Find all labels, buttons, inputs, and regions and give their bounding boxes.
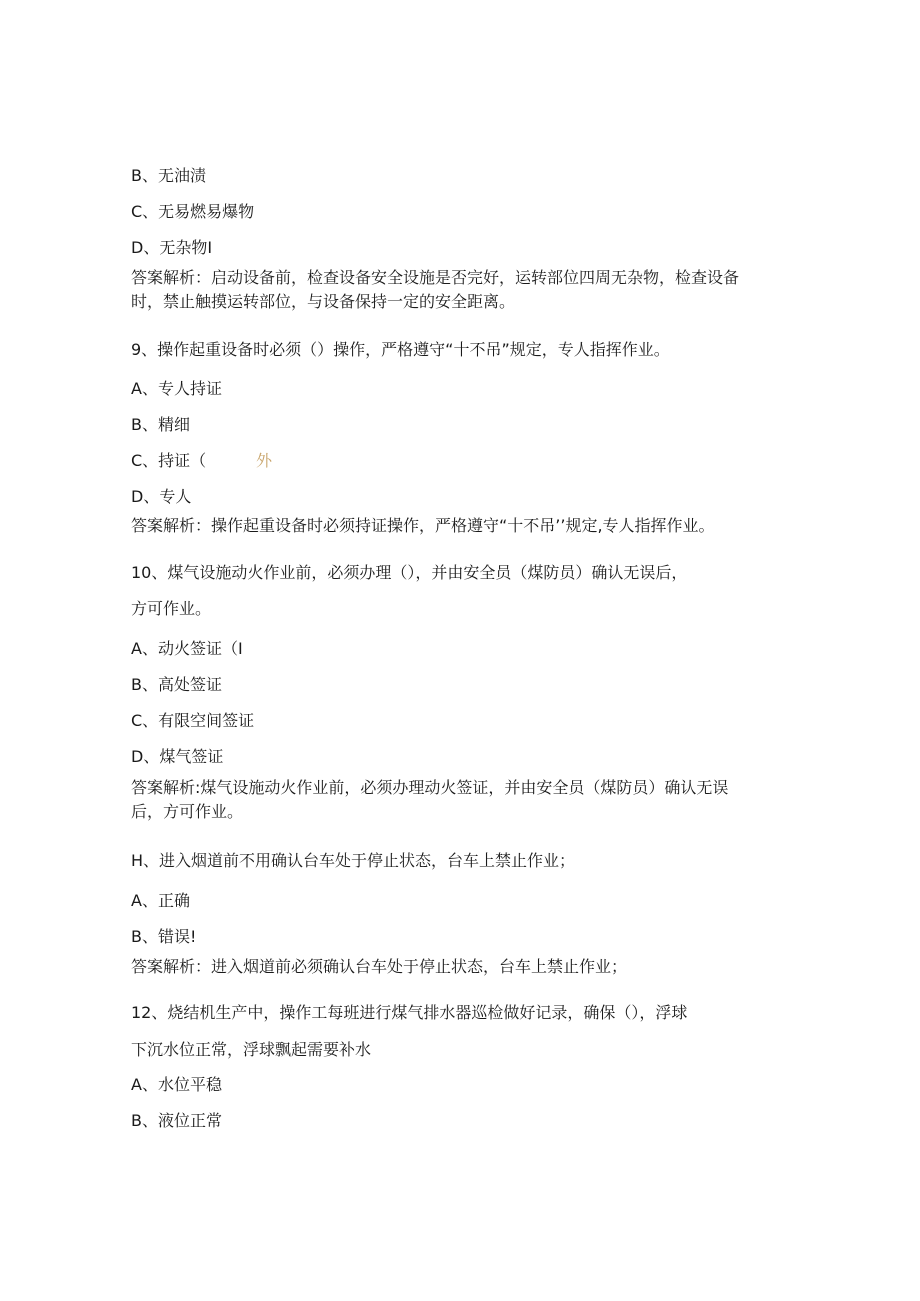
option-c-certified: C、持证（ bbox=[131, 451, 207, 470]
answer-explanation-10-line2: 后，方可作业。 bbox=[131, 802, 244, 821]
option-b-fine: B、精细 bbox=[131, 415, 190, 434]
option-a-stable-water-level: A、水位平稳 bbox=[131, 1075, 222, 1094]
question-12-line1: 12、烧结机生产中，操作工每班进行煤气排水器巡检做好记录，确保（），浮球 bbox=[131, 1003, 688, 1022]
option-a-correct: A、正确 bbox=[131, 891, 190, 910]
answer-explanation-8-line1: 答案解析：启动设备前，检查设备安全设施是否完好，运转部位四周无杂物，检查设备 bbox=[131, 268, 740, 287]
question-10-line1: 10、煤气设施动火作业前，必须办理（），并由安全员（煤防员）确认无误后， bbox=[131, 563, 688, 582]
answer-explanation-8-line2: 时，禁止触摸运转部位，与设备保持一定的安全距离。 bbox=[131, 292, 516, 311]
answer-explanation-11: 答案解析：进入烟道前必须确认台车处于停止状态，台车上禁止作业； bbox=[131, 957, 628, 976]
option-d-gas-permit: D、煤气签证 bbox=[131, 747, 224, 766]
option-b-height-permit: B、高处签证 bbox=[131, 675, 222, 694]
option-b-no-oil: B、无油渍 bbox=[131, 166, 206, 185]
answer-explanation-9: 答案解析：操作起重设备时必须持证操作，严格遵守“十不吊’’规定,专人指挥作业。 bbox=[131, 516, 715, 535]
question-11: H、进入烟道前不用确认台车处于停止状态，台车上禁止作业； bbox=[131, 851, 576, 870]
answer-explanation-10-line1: 答案解析:煤气设施动火作业前，必须办理动火签证，并由安全员（煤防员）确认无误 bbox=[131, 778, 729, 797]
option-b-normal-liquid-level: B、液位正常 bbox=[131, 1111, 222, 1130]
option-c-no-flammable: C、无易燃易爆物 bbox=[131, 202, 255, 221]
option-c-confined-space-permit: C、有限空间签证 bbox=[131, 711, 255, 730]
option-b-wrong: B、错误! bbox=[131, 927, 197, 946]
stray-stamp-text: 外 bbox=[256, 451, 273, 470]
option-a-certified-person: A、专人持证 bbox=[131, 379, 222, 398]
question-12-line2: 下沉水位正常，浮球飘起需要补水 bbox=[131, 1040, 372, 1059]
option-d-no-debris: D、无杂物I bbox=[131, 238, 213, 257]
question-10-line2: 方可作业。 bbox=[131, 599, 212, 618]
option-a-hot-work-permit: A、动火签证（I bbox=[131, 639, 243, 658]
option-d-person: D、专人 bbox=[131, 487, 192, 506]
question-9: 9、操作起重设备时必须（）操作，严格遵守“十不吊”规定，专人指挥作业。 bbox=[131, 340, 670, 359]
